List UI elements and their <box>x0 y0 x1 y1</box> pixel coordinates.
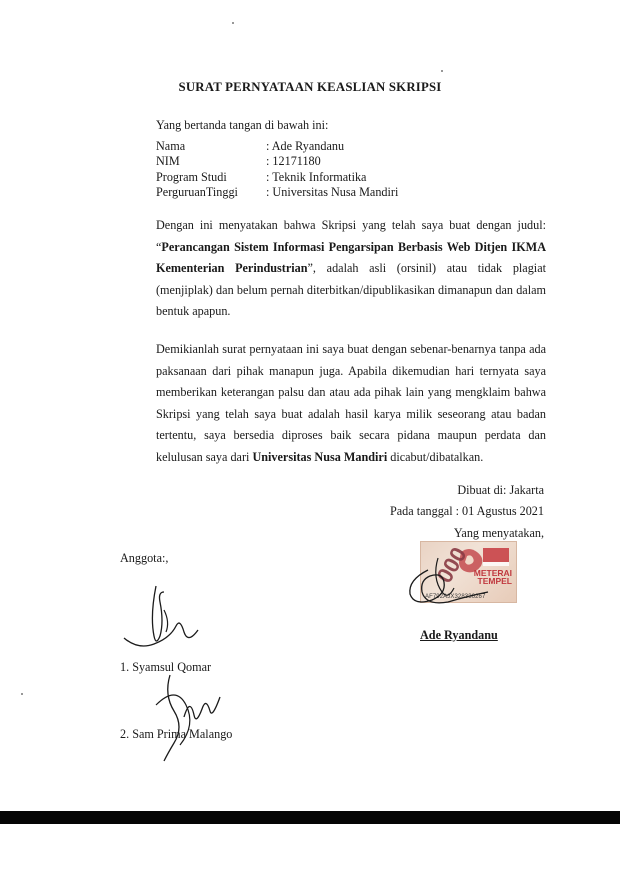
signature-block <box>380 480 544 544</box>
intro-line: Yang bertanda tangan di bawah ini: <box>156 118 329 132</box>
identity-block <box>156 139 398 201</box>
statement-paragraph <box>156 215 546 323</box>
member2-signature-icon <box>140 665 240 765</box>
thesis-title: Perancangan Sistem Informasi Pengarsipan Berbasis Web Ditjen IKMA Kementerian Perindustrian <box>156 239 546 276</box>
identity-label: NIM <box>156 154 180 169</box>
university-name: Universitas Nusa Mandiri <box>252 449 388 464</box>
member-1: 1. Syamsul Qomar <box>120 660 212 674</box>
paragraph-text: Demikianlah surat pernyataan ini saya buat dengan sebenar-benarnya tanpa ada paksanaan dari pihak manapun juga. Apabila dikemudian hari ternyata saya memberikan keterangan palsu dan atau ada pihak lain yang mengklaim bahwa Skripsi yang telah saya buat adalah hasil karya milik seseorang atau badan tertentu, saya bersedia diproses baik secara pidana maupun perdata dan kelulusan saya dari <box>156 342 546 464</box>
document-title: SURAT PERNYATAAN KEASLIAN SKRIPSI <box>178 80 442 94</box>
identity-label: PerguruanTinggi <box>156 185 238 200</box>
place-line: Dibuat di: Jakarta <box>457 483 544 497</box>
identity-row-nim <box>156 154 398 169</box>
identity-label: Program Studi <box>156 169 227 184</box>
closing-paragraph <box>156 339 546 469</box>
identity-value: : Universitas Nusa Mandiri <box>266 185 399 200</box>
identity-row-program <box>156 170 398 185</box>
svg-text:000: 000 <box>431 542 472 588</box>
identity-row-university <box>156 185 398 200</box>
declarant-name: Ade Ryandanu <box>420 628 498 642</box>
scan-speck <box>441 70 443 72</box>
stamp-word-meterai: METERAI <box>473 568 512 578</box>
identity-value: : Ade Ryandanu <box>266 139 345 153</box>
member1-signature-icon <box>118 580 208 660</box>
identity-label: Nama <box>156 139 186 153</box>
stamp-serial: AF792AJX328336267 <box>425 594 486 600</box>
paragraph-text: ”, adalah asli (orsinil) atau tidak plagiat (menjiplak) dan belum pernah diterbitkan/dipublikasikan dimanapun dan dalam bentuk apapun. <box>156 261 546 319</box>
date-line: Pada tanggal : 01 Agustus 2021 <box>389 504 544 519</box>
declarant-label: Yang menyatakan, <box>453 525 544 540</box>
identity-value: : 12171180 <box>266 154 321 169</box>
identity-value: : Teknik Informatika <box>266 169 367 184</box>
member-2: 2. Sam Prima Malango <box>120 727 233 741</box>
scan-footer-bar <box>0 811 620 824</box>
identity-row-name <box>156 139 398 154</box>
stamp-word-tempel: TEMPEL <box>477 576 512 586</box>
scan-speck <box>232 22 234 24</box>
paragraph-text: Dengan ini menyatakan bahwa Skripsi yang telah saya buat dengan judul: “ <box>156 218 546 254</box>
paragraph-text: dicabut/dibatalkan. <box>387 449 484 464</box>
scan-speck <box>21 693 23 695</box>
members-label: Anggota:, <box>120 551 169 565</box>
declarant-signature-icon <box>398 550 518 620</box>
